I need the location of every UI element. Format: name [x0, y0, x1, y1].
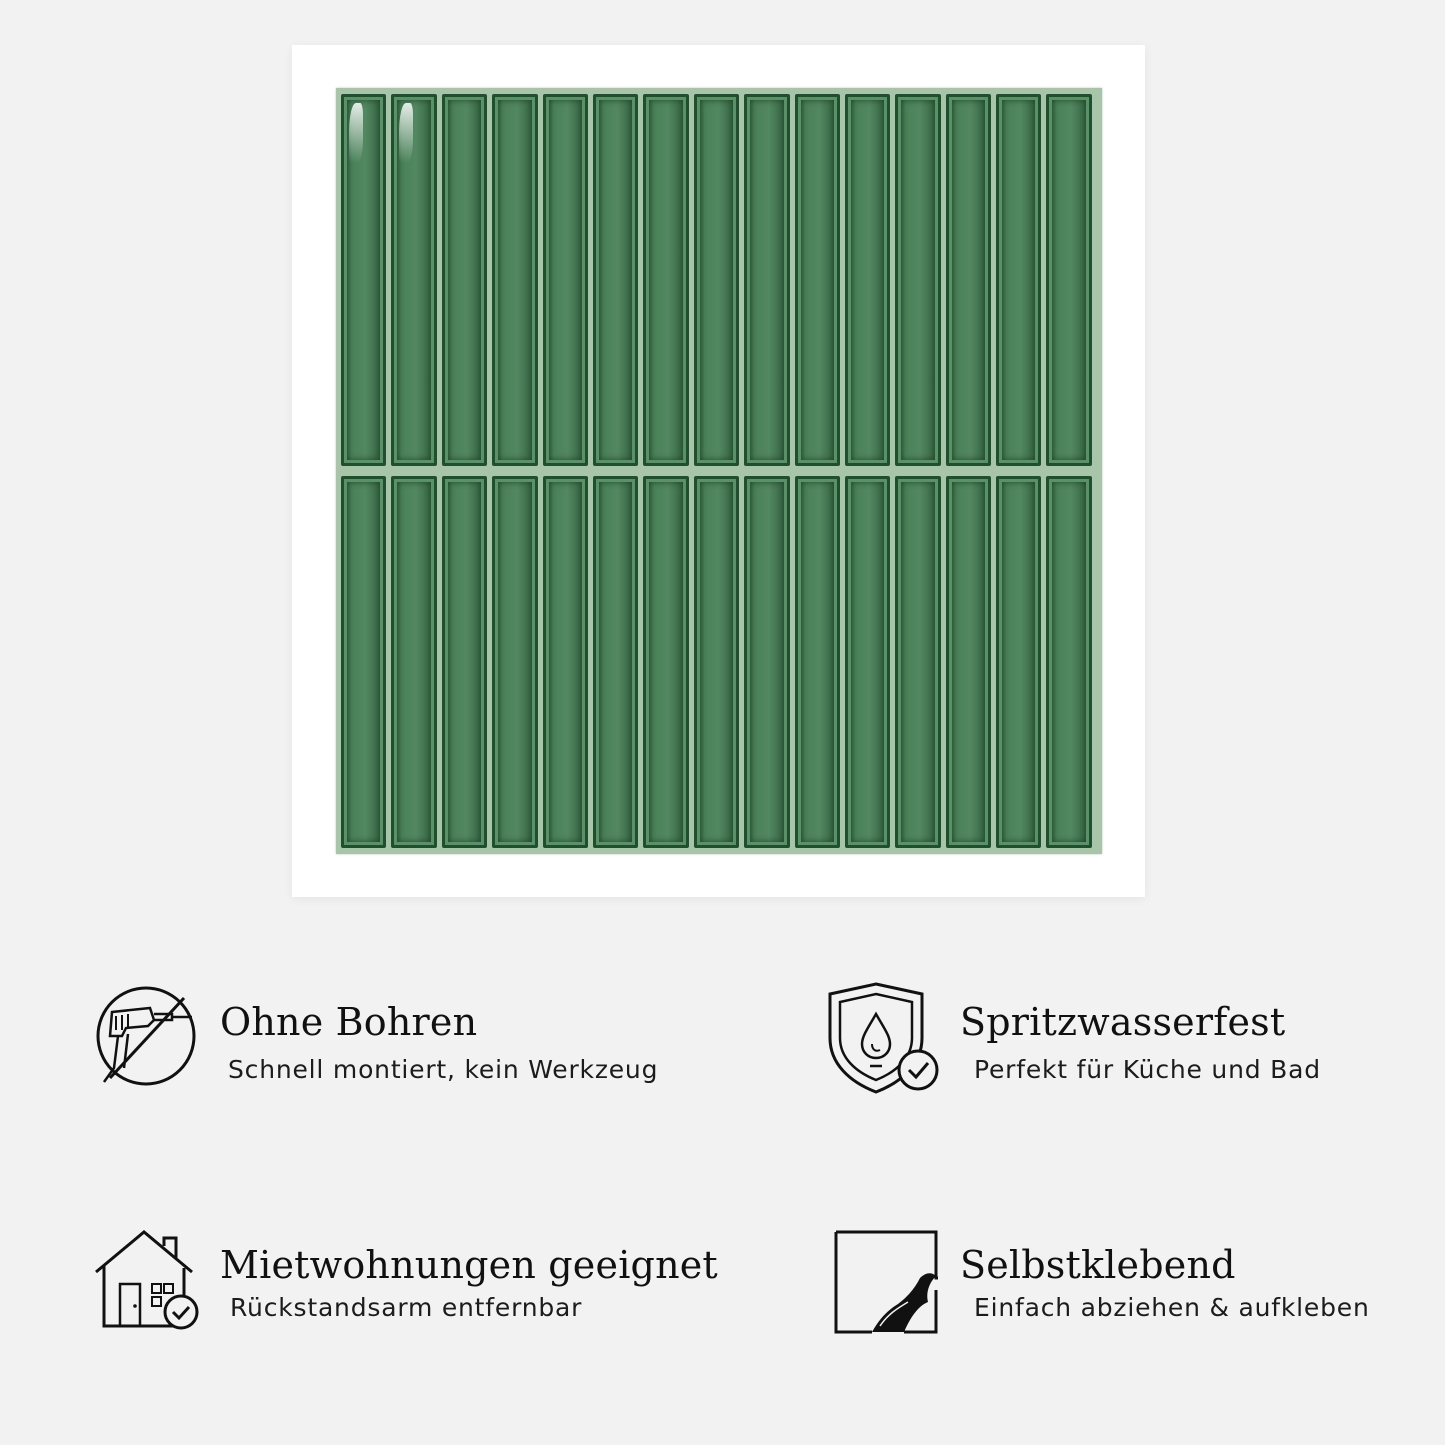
tile: [391, 94, 436, 466]
tile: [895, 476, 940, 848]
peel-sticker-icon: [832, 1228, 940, 1336]
tile: [543, 476, 588, 848]
tile: [744, 94, 789, 466]
tile: [845, 476, 890, 848]
tile: [1046, 476, 1091, 848]
tile: [795, 94, 840, 466]
tile: [391, 476, 436, 848]
tile: [694, 476, 739, 848]
tile: [996, 476, 1041, 848]
tile: [341, 94, 386, 466]
tile: [442, 476, 487, 848]
tile: [895, 94, 940, 466]
tile: [543, 94, 588, 466]
house-check-icon: [92, 1228, 204, 1332]
feature-title: Mietwohnungen geeignet: [220, 1243, 718, 1287]
tile: [492, 476, 537, 848]
no-drilling-icon: [88, 986, 206, 1088]
tile: [996, 94, 1041, 466]
tile-row-top: [341, 94, 1092, 466]
tile: [946, 94, 991, 466]
tile: [1046, 94, 1091, 466]
tile: [341, 476, 386, 848]
green-kit-kat-tile-sheet: [336, 88, 1102, 854]
feature-title: Spritzwasserfest: [960, 1000, 1286, 1044]
tile-row-bottom: [341, 476, 1092, 848]
tile: [845, 94, 890, 466]
tile: [744, 476, 789, 848]
feature-subtitle: Einfach abziehen & aufkleben: [974, 1293, 1370, 1322]
tile: [795, 476, 840, 848]
tile: [593, 94, 638, 466]
feature-title: Ohne Bohren: [220, 1000, 478, 1044]
feature-subtitle: Rückstandsarm entfernbar: [230, 1293, 583, 1322]
tile: [946, 476, 991, 848]
feature-title: Selbstklebend: [960, 1243, 1236, 1287]
product-image-card: [292, 45, 1145, 897]
tile: [492, 94, 537, 466]
tile: [643, 94, 688, 466]
tile: [442, 94, 487, 466]
feature-subtitle: Perfekt für Küche und Bad: [974, 1055, 1321, 1084]
tile: [593, 476, 638, 848]
tile: [694, 94, 739, 466]
feature-subtitle: Schnell montiert, kein Werkzeug: [228, 1055, 659, 1084]
tile: [643, 476, 688, 848]
shield-water-drop-icon: [828, 980, 944, 1096]
